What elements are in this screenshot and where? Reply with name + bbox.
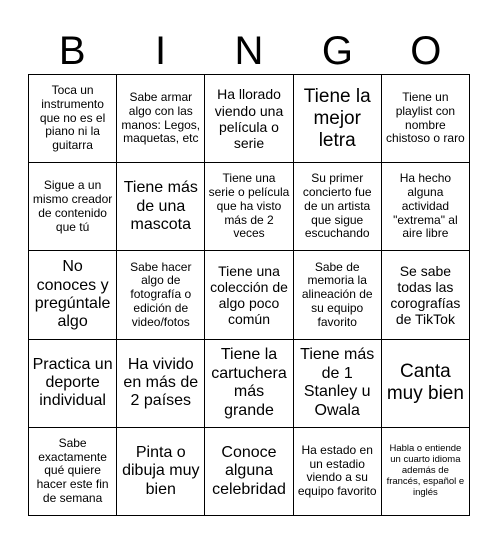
header-letter-n: N [234,29,264,73]
bingo-cell[interactable] [382,428,470,516]
cell-text: Tiene más de una mascota [123,179,198,233]
cell-text: Sabe armar algo con las manos: Legos, maquetas, etc [121,90,201,146]
bingo-cell[interactable] [117,428,205,516]
bingo-cell[interactable] [117,251,205,339]
cell-text: Ha llorado viendo una película o serie [214,86,284,151]
header-letter-g: G [321,29,353,73]
cell-text: Tiene la mejor letra [303,85,371,151]
cell-text: Tiene más de 1 Stanley u Owala [300,346,375,419]
cell-text: Practica un deporte individual [32,355,113,410]
bingo-cell[interactable] [294,75,382,163]
bingo-cell[interactable] [117,75,205,163]
bingo-cell[interactable] [294,340,382,428]
cell-text: Conoce alguna celebridad [212,443,286,498]
cell-text: Se sabe todas las corografías de TikTok [390,262,461,328]
bingo-cell[interactable] [29,163,117,251]
cell-text: Sabe de memoria la alineación de su equipo favorito [301,259,373,329]
cell-text: Sabe exactamente qué quiere hacer este fin de semana [36,435,109,506]
header-letter-b: B [58,29,86,73]
cell-text: Tiene un playlist con nombre chistoso o raro [386,90,465,146]
cell-text: Ha hecho alguna actividad "extrema" al aire libre [393,171,458,241]
bingo-cell[interactable] [117,340,205,428]
bingo-cell[interactable] [29,428,117,516]
bingo-header [28,26,470,76]
header-letter-o: O [410,29,442,73]
bingo-cell[interactable] [205,428,293,516]
cell-text: Habla o entiende un cuarto idioma además de francés, español e inglés [386,443,465,498]
bingo-cell[interactable] [205,163,293,251]
cell-text: No conoces y pregúntale algo [34,258,111,331]
cell-text: Pinta o dibuja muy bien [122,443,200,498]
cell-text: Sabe hacer algo de fotografía o edición de video/fotos [130,259,192,329]
bingo-card [28,74,470,516]
cell-text: Canta muy bien [386,361,464,405]
cell-text: Su primer concierto fue de un artista que sigue escuchando [302,171,372,241]
bingo-cell[interactable] [294,163,382,251]
bingo-cell[interactable] [382,251,470,339]
bingo-cell[interactable] [382,340,470,428]
bingo-cell[interactable] [382,163,470,251]
cell-text: Toca un instrumento que no es el piano ni la guitarra [39,83,106,153]
header-letter-i: I [155,29,167,73]
cell-text: Tiene una colección de algo poco común [210,262,288,328]
cell-text: Tiene la cartuchera más grande [211,346,287,419]
cell-text: Ha vivido en más de 2 países [123,355,199,410]
bingo-cell[interactable] [205,340,293,428]
bingo-cell[interactable] [29,75,117,163]
bingo-cell[interactable] [294,251,382,339]
cell-text: Sigue a un mismo creador de contenido que tú [32,178,113,234]
bingo-cell[interactable] [205,75,293,163]
bingo-cell[interactable] [117,163,205,251]
bingo-cell[interactable] [29,251,117,339]
cell-text: Ha estado en un estadio viendo a su equipo favorito [297,442,377,499]
bingo-cell[interactable] [205,251,293,339]
cell-text: Tiene una serie o película que ha visto más de 2 veces [208,171,290,241]
bingo-cell[interactable] [29,340,117,428]
bingo-cell[interactable] [294,428,382,516]
bingo-cell[interactable] [382,75,470,163]
